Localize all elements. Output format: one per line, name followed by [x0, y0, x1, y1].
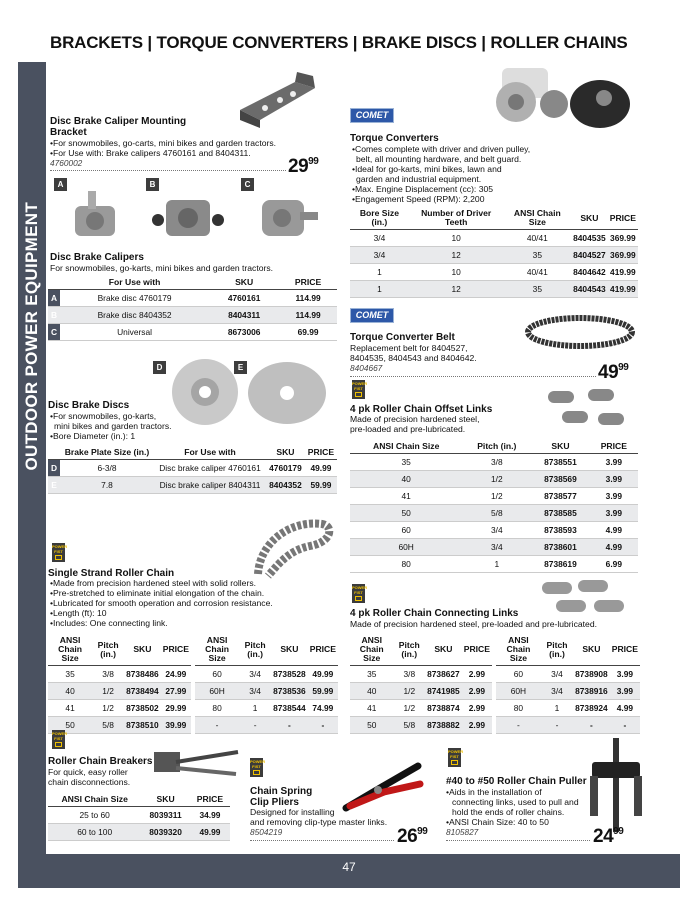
table-row: C Universal 8673006 69.99 [48, 324, 337, 341]
single-chain-bullet: •Made from precision hardened steel with solid rollers. [50, 578, 257, 588]
comet-logo: COMET [350, 308, 394, 323]
brake-disc-e-image [246, 360, 328, 426]
table-row: 3/4 12 35 8404527 369.99 [350, 247, 638, 264]
single-chain-bullet: •Includes: One connecting link. [50, 618, 168, 628]
bracket-bullet-2: •For Use with: Brake calipers 4760161 and 8404311. [50, 148, 251, 158]
roller-chain-image [250, 512, 336, 584]
price-leader [50, 170, 286, 171]
price-leader [350, 376, 596, 377]
page-number: 47 [342, 860, 356, 874]
label-e: E [234, 361, 247, 374]
offset-table: ANSI Chain Size Pitch (in.) SKU PRICE 35 3/8 8738551 3.99 40 1/2 8738569 3.99 41 1/2 8738577 3.99 50 5/8 8738585 3.99 60 3/4 8738593 4.99 60H 3/4 8738601 4.99 80 1 8738619 6.99 [350, 440, 638, 573]
bracket-sku: 4760002 [50, 158, 83, 168]
power-fist-badge: POWER FIST [250, 758, 263, 777]
table-row: B Brake disc 8404352 8404311 114.99 [48, 307, 337, 324]
table-row: A Brake disc 4760179 4760161 114.99 [48, 290, 337, 307]
discs-bullet-2: mini bikes and garden tractors. [54, 421, 172, 431]
table-row: 3/4 10 40/41 8404535 369.99 [350, 230, 638, 247]
table-row: 80 1 8738544 74.99 [195, 700, 338, 717]
table-row: - - - - [195, 717, 338, 734]
breakers-desc: For quick, easy roller [48, 767, 128, 777]
pliers-title: Clip Pliers [250, 797, 299, 808]
bracket-price: $29^{99}$ [288, 156, 319, 177]
table-row: 60H 3/4 8738536 59.99 [195, 683, 338, 700]
puller-price: $24^{99}$ [593, 826, 624, 847]
torque-title: Torque Converters [350, 133, 439, 144]
single-chain-bullet: •Length (ft): 10 [50, 608, 107, 618]
torque-bullet: •Comes complete with driver and driven pulley, [352, 144, 531, 154]
offset-links-image [540, 383, 630, 433]
power-fist-badge: POWER FIST [352, 380, 365, 399]
bracket-bullet-1: •For snowmobiles, go-carts, mini bikes and garden tractors. [50, 138, 277, 148]
table-row: 80 1 8738619 6.99 [350, 556, 638, 573]
label-b: B [146, 178, 159, 191]
belt-desc: 8404535, 8404543 and 8404642. [350, 353, 477, 363]
table-row: - - - - [496, 717, 640, 734]
pliers-desc: and removing clip-type master links. [250, 817, 388, 827]
power-fist-badge: POWER FIST [52, 543, 65, 562]
breakers-title: Roller Chain Breakers [48, 756, 153, 767]
discs-bullet-3: •Bore Diameter (in.): 1 [50, 431, 136, 441]
bracket-title: Disc Brake Caliper Mounting Bracket [50, 116, 187, 138]
table-row: 41 1/2 8738502 29.99 [48, 700, 191, 717]
chain-puller-image [586, 736, 646, 836]
offset-desc: pre-loaded and pre-lubricated. [350, 424, 466, 434]
page-title: BRACKETS | TORQUE CONVERTERS | BRAKE DISCS | ROLLER CHAINS [50, 33, 628, 52]
power-fist-badge: POWER FIST [448, 748, 461, 767]
puller-title: #40 to #50 Roller Chain Puller [446, 776, 587, 787]
breakers-table: ANSI Chain Size SKU PRICE 25 to 60 8039311 34.99 60 to 100 8039320 49.99 [48, 793, 230, 841]
table-row: 41 1/2 8738874 2.99 [350, 700, 492, 717]
pliers-sku: 8504219 [250, 827, 283, 837]
table-row: 60 to 100 8039320 49.99 [48, 824, 230, 841]
puller-bullet: •Aids in the installation of [446, 787, 542, 797]
connecting-table-left: ANSI Chain Size Pitch (in.) SKU PRICE 35 3/8 8738627 2.99 40 1/2 8741985 2.99 41 1/2 8738874 2.99 50 5/8 8738882 2.99 [350, 634, 492, 734]
calipers-desc: For snowmobiles, go-karts, mini bikes and garden tractors. [50, 263, 274, 273]
table-row: 60 3/4 8738528 49.99 [195, 666, 338, 683]
connecting-title: 4 pk Roller Chain Connecting Links [350, 608, 519, 619]
puller-bullet: connecting links, used to pull and [452, 797, 579, 807]
table-row: 80 1 8738924 4.99 [496, 700, 640, 717]
table-row: 50 5/8 8738510 39.99 [48, 717, 191, 734]
single-chain-title: Single Strand Roller Chain [48, 568, 175, 579]
torque-converter-image [480, 58, 642, 134]
table-row: E 7.8 Disc brake caliper 8404311 8404352 59.99 [48, 477, 337, 494]
mounting-bracket-image [235, 70, 320, 132]
single-chain-bullet: •Pre-stretched to eliminate initial elongation of the chain. [50, 588, 265, 598]
connecting-table-right: ANSI Chain Size Pitch (in.) SKU PRICE 60 3/4 8738908 3.99 60H 3/4 8738916 3.99 80 1 8738924 4.99 - - - - [496, 634, 640, 734]
table-row: 60H 3/4 8738601 4.99 [350, 539, 638, 556]
torque-belt-image [525, 312, 635, 352]
table-row: 50 5/8 8738882 2.99 [350, 717, 492, 734]
belt-title: Torque Converter Belt [350, 332, 455, 343]
torque-table: Bore Size (in.) Number of Driver Teeth ANSI Chain Size SKU PRICE 3/4 10 40/41 8404535 369.99 3/4 12 35 8404527 369.99 1 10 40/41 8404642 419.99 1 12 35 8404543 419.99 [350, 207, 638, 298]
pliers-desc: Designed for installing [250, 807, 335, 817]
single-chain-bullet: •Lubricated for smooth operation and corrosion resistance. [50, 598, 273, 608]
caliper-a-image [60, 186, 130, 248]
table-row: 1 12 35 8404543 419.99 [350, 281, 638, 298]
label-a: A [54, 178, 67, 191]
table-row: 35 3/8 8738551 3.99 [350, 454, 638, 471]
table-row: 41 1/2 8738577 3.99 [350, 488, 638, 505]
category-sidebar [18, 62, 46, 862]
table-row: 35 3/8 8738486 24.99 [48, 666, 191, 683]
table-row: D 6-3/8 Disc brake caliper 4760161 4760179 49.99 [48, 460, 337, 477]
price-leader [250, 840, 394, 841]
table-row: 1 10 40/41 8404642 419.99 [350, 264, 638, 281]
torque-bullet: •Ideal for go-karts, mini bikes, lawn and [352, 164, 502, 174]
connecting-desc: Made of precision hardened steel, pre-loaded and pre-lubricated. [350, 619, 597, 629]
belt-price: $49^{99}$ [598, 362, 629, 383]
puller-bullet: •ANSI Chain Size: 40 to 50 [446, 817, 549, 827]
table-row: 40 1/2 8738494 27.99 [48, 683, 191, 700]
torque-bullet: garden and industrial equipment. [356, 174, 482, 184]
caliper-c-image [248, 186, 324, 248]
clip-pliers-image [340, 756, 430, 816]
price-leader [446, 840, 590, 841]
table-row: 50 5/8 8738585 3.99 [350, 505, 638, 522]
single-chain-table-left: ANSI Chain Size Pitch (in.) SKU PRICE 35 3/8 8738486 24.99 40 1/2 8738494 27.99 41 1/2 8738502 29.99 50 5/8 8738510 39.99 [48, 634, 191, 734]
sidebar-label: OUTDOOR POWER EQUIPMENT [22, 202, 41, 471]
single-chain-table-right: ANSI Chain Size Pitch (in.) SKU PRICE 60 3/4 8738528 49.99 60H 3/4 8738536 59.99 80 1 8738544 74.99 - - - - [195, 634, 338, 734]
offset-desc: Made of precision hardened steel, [350, 414, 480, 424]
table-row: 60H 3/4 8738916 3.99 [496, 683, 640, 700]
torque-bullet: •Engagement Speed (RPM): 2,200 [352, 194, 485, 204]
table-row: 40 1/2 8738569 3.99 [350, 471, 638, 488]
discs-table: Brake Plate Size (in.) For Use with SKU PRICE D 6-3/8 Disc brake caliper 4760161 4760179 49.99 E 7.8 Disc brake caliper 8404311 8404352 59.99 [48, 446, 337, 494]
comet-logo: COMET [350, 108, 394, 123]
brake-disc-d-image [170, 358, 240, 426]
discs-bullet-1: •For snowmobiles, go-karts, [50, 411, 157, 421]
puller-bullet: hold the ends of roller chains. [452, 807, 565, 817]
caliper-b-image [148, 186, 228, 248]
belt-sku: 8404667 [350, 363, 383, 373]
pliers-price: $26^{99}$ [397, 826, 428, 847]
torque-bullet: •Max. Engine Displacement (cc): 305 [352, 184, 494, 194]
breakers-desc: chain disconnections. [48, 777, 131, 787]
table-row: 40 1/2 8741985 2.99 [350, 683, 492, 700]
power-fist-badge: POWER FIST [52, 730, 65, 749]
table-row: 60 3/4 8738908 3.99 [496, 666, 640, 683]
offset-title: 4 pk Roller Chain Offset Links [350, 404, 493, 415]
power-fist-badge: POWER FIST [352, 584, 365, 603]
label-c: C [241, 178, 254, 191]
pliers-title: Chain Spring [250, 786, 313, 797]
calipers-table: For Use with SKU PRICE A Brake disc 4760179 4760161 114.99 B Brake disc 8404352 8404311 114.99 C Universal 8673006 69.99 [48, 276, 337, 341]
calipers-title: Disc Brake Calipers [50, 252, 144, 263]
table-row: 35 3/8 8738627 2.99 [350, 666, 492, 683]
discs-title: Disc Brake Discs [48, 400, 130, 411]
table-row: 25 to 60 8039311 34.99 [48, 807, 230, 824]
label-d: D [153, 361, 166, 374]
torque-bullet: belt, all mounting hardware, and belt guard. [356, 154, 522, 164]
chain-breaker-image [146, 738, 242, 786]
connecting-links-image [538, 578, 628, 618]
page-footer [18, 854, 680, 888]
belt-desc: Replacement belt for 8404527, [350, 343, 468, 353]
table-row: 60 3/4 8738593 4.99 [350, 522, 638, 539]
puller-sku: 8105827 [446, 827, 479, 837]
